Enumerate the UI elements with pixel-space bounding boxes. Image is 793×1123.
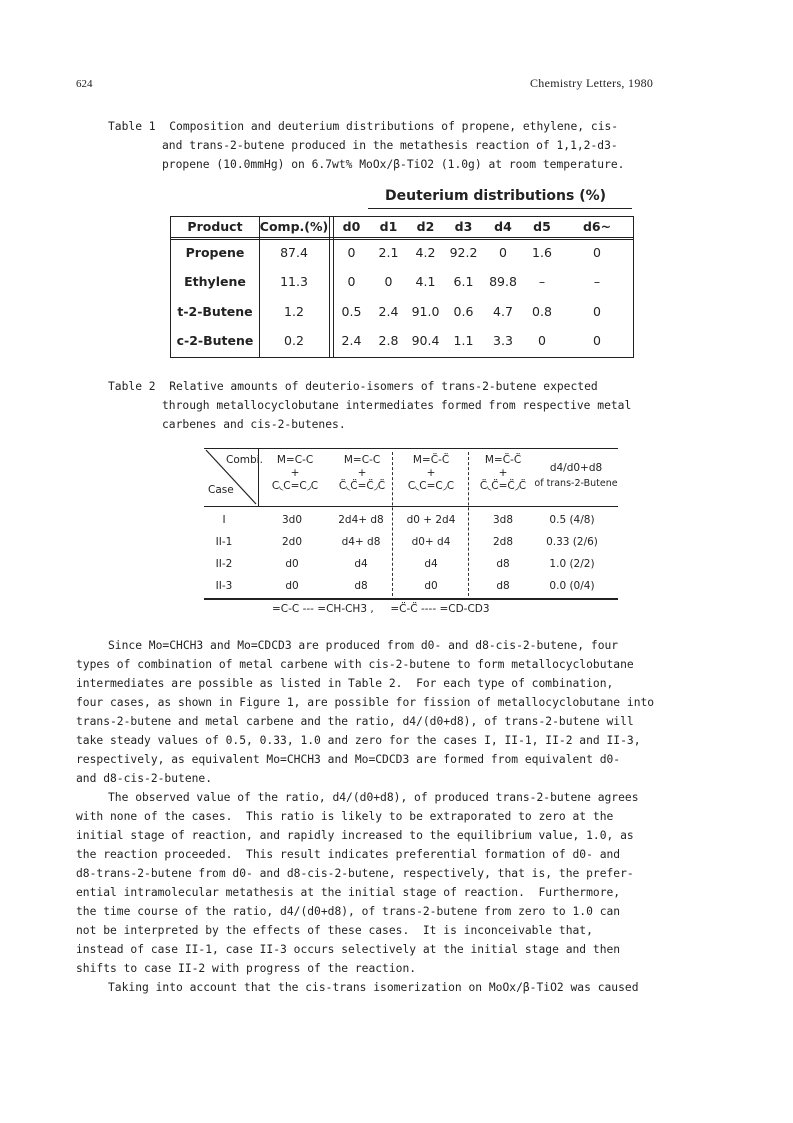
body-p1-line4: four cases, as shown in Figure 1, are possible for fission of metallocyclobutane into [76,696,655,709]
table1-cell: 1.6 [532,245,552,260]
table1-caption-line2: and trans-2-butene produced in the metathesis reaction of 1,1,2-d3- [162,139,618,152]
table1-row-label: t-2-Butene [177,304,253,319]
table1-cell: 1.2 [284,304,304,319]
table1-cell: – [538,274,546,289]
table1-row-label: Ethylene [184,274,246,289]
journal-running-head: Chemistry Letters, 1980 [530,76,654,90]
table2-caption-line2: through metallocyclobutane intermediates formed from respective metal [162,399,632,412]
table2-case-label: II-2 [215,558,233,570]
table1-col-header: d3 [454,219,473,234]
body-p1-line6: take steady values of 0.5, 0.33, 1.0 and zero for the cases I, II-1, II-2 and II-3, [76,734,641,747]
table1-cell: – [593,274,601,289]
body-p1-line3: intermediates are possible as listed in Table 2. For each type of combination, [76,677,614,690]
table1 [170,216,634,358]
body-p2-line2: with none of the cases. This ratio is likely to be extraporated to zero at the [76,810,614,823]
table1-cell: 6.1 [453,274,474,289]
table2-cell: 0.33 (2/6) [546,536,598,548]
table1-col-header: d2 [416,219,435,234]
table2-cell: d0 [285,558,299,570]
body-p3-line1: Taking into account that the cis-trans isomerization on MoOx/β-TiO2 was caused [108,981,639,994]
table2-cell: d0 [424,580,438,592]
table2-cell: 0.0 (0/4) [549,580,595,592]
body-p2-line3: initial stage of reaction, and rapidly increased to the equilibrium value, 1.0, as [76,829,634,842]
table2-cell: d4 [424,558,438,570]
table2-cell: d4 [354,558,368,570]
body-p2-line9: instead of case II-1, case II-3 occurs selectively at the initial stage and then [76,943,621,956]
body-p1-line7: respectively, as equivalent Mo=CHCH3 and Mo=CDCD3 are formed from equivalent d0- [76,753,621,766]
table2-col-header: + [498,467,508,479]
table1-col-header: d0 [342,219,361,234]
table2-cell: 2d4+ d8 [338,514,384,526]
table1-cell: 0 [593,245,601,260]
table1-caption-line1: Table 1 Composition and deuterium distributions of propene, ethylene, cis- [108,120,619,133]
table1-cell: 4.1 [415,274,436,289]
body-p2-line10: shifts to case II-2 with progress of the reaction. [76,962,417,975]
table2-caption-line3: carbenes and cis-2-butenes. [162,418,346,431]
table1-cell: 0.5 [341,304,362,319]
table1-cell: 4.2 [415,245,436,260]
table2-cell: 2d8 [492,536,514,548]
body-p1-line2: types of combination of metal carbene with cis-2-butene to form metallocyclobutane [76,658,634,671]
table2-col-header: + [426,467,436,479]
table2-cell: d4+ d8 [341,536,381,548]
table1-cell: 2.4 [341,333,362,348]
table2-col-header: M=C-C [276,454,314,466]
body-p2-line1: The observed value of the ratio, d4/(d0+d8), of produced trans-2-butene agrees [108,791,639,804]
table1-cell: 87.4 [280,245,308,260]
table2-footnote: =C-C --- =CH-CH3 , =C̈-C̈ ---- =CD-CD3 [272,603,490,615]
table1-cell: 92.2 [449,245,478,260]
body-p2-line7: the time course of the ratio, d4/(d0+d8), of trans-2-butene from zero to 1.0 can [76,905,621,918]
table1-col-header: d6~ [582,219,612,234]
table2-cell: d8 [354,580,368,592]
table2-case-label: II-3 [215,580,233,592]
table1-caption-line3: propene (10.0mmHg) on 6.7wt% MoOx/β-TiO2 (1.0g) at room temperature. [162,158,625,171]
table1-cell: 91.0 [411,304,440,319]
table2-col-header: M=C-C [343,454,381,466]
table2-cell: 1.0 (2/2) [549,558,595,570]
table1-cell: 0 [347,245,356,260]
table2-cell: d0 + 2d4 [406,514,456,526]
table2-col-header: C◟C=C◞C [271,480,319,492]
body-p2-line8: not be interpreted by the effects of these cases. It is inconceivable that, [76,924,593,937]
table2-cell: d0+ d4 [411,536,451,548]
table2-col-header: M=C̈-C̈ [484,454,522,466]
table2-corner-bottom: Case [208,484,234,496]
table2-col-header: + [357,467,367,479]
body-p1-line1: Since Mo=CHCH3 and Mo=CDCD3 are produced from d0- and d8-cis-2-butene, four [108,639,619,652]
table1-cell: 2.4 [378,304,399,319]
table1-cell: 0.8 [532,304,552,319]
body-p1-line5: trans-2-butene and metal carbene and the ratio, d4/(d0+d8), of trans-2-butene will [76,715,634,728]
table1-row-label: Propene [185,245,245,260]
table1-row-label: c-2-Butene [176,333,254,348]
table2-col-header: C◟C=C◞C [407,480,455,492]
body-p2-line4: the reaction proceeded. This result indicates preferential formation of d0- and [76,848,621,861]
table1-cell: 3.3 [493,333,513,348]
table1-col-header: d4 [494,219,512,234]
table2-cell: 3d8 [492,514,514,526]
table2-col-header: M=C̈-C̈ [412,454,450,466]
table1-cell: 0.6 [453,304,474,319]
page-number: 624 [76,78,93,90]
table2-cell: 3d0 [281,514,303,526]
table1-super-header: Deuterium distributions (%) [385,188,607,204]
table1-col-header: d1 [379,219,398,234]
body-p2-line5: d8-trans-2-butene from d0- and d8-cis-2-butene, respectively, that is, the prefer- [76,867,634,880]
table1-cell: 0 [593,304,601,319]
table1-col-header: d5 [533,219,551,234]
table1-cell: 0 [538,333,546,348]
table1-cell: 90.4 [411,333,440,348]
table1-cell: 2.8 [378,333,399,348]
table2-cell: d8 [496,580,510,592]
body-p2-line6: ential intramolecular metathesis at the initial stage of reaction. Furthermore, [76,886,621,899]
table2-cell: 2d0 [281,536,303,548]
table2-case-label: II-1 [215,536,233,548]
table2-cell: 0.5 (4/8) [549,514,595,526]
table1-cell: 0 [384,274,393,289]
table2-case-label: I [222,514,226,526]
table2-caption-line1: Table 2 Relative amounts of deuterio-isomers of trans-2-butene expected [108,380,598,393]
table2-cell: d0 [285,580,299,592]
table1-super-header-rule [368,208,632,209]
table2 [204,448,618,600]
table2-ratio-header: d4/d0+d8 [549,462,603,474]
body-p1-line8: and d8-cis-2-butene. [76,772,213,785]
table1-col-header: Comp.(%) [259,219,329,234]
table1-cell: 11.3 [280,274,308,289]
table1-cell: 4.7 [493,304,513,319]
table1-cell: 2.1 [378,245,399,260]
table1-cell: 0 [593,333,601,348]
table1-cell: 1.1 [453,333,474,348]
table2-corner-top: Combi. [226,454,263,466]
table2-col-header: + [290,467,300,479]
table2-ratio-header-sub: of trans-2-Butene [534,478,618,489]
table2-col-header: C̈◟C̈=C̈◞C̈ [479,480,527,492]
table1-cell: 0 [347,274,356,289]
table1-cell: 89.8 [489,274,517,289]
table1-cell: 0.2 [284,333,304,348]
table2-cell: d8 [496,558,510,570]
table1-cell: 0 [499,245,507,260]
table2-col-header: C̈◟C̈=C̈◞C̈ [338,480,386,492]
table1-col-header: Product [187,219,243,234]
